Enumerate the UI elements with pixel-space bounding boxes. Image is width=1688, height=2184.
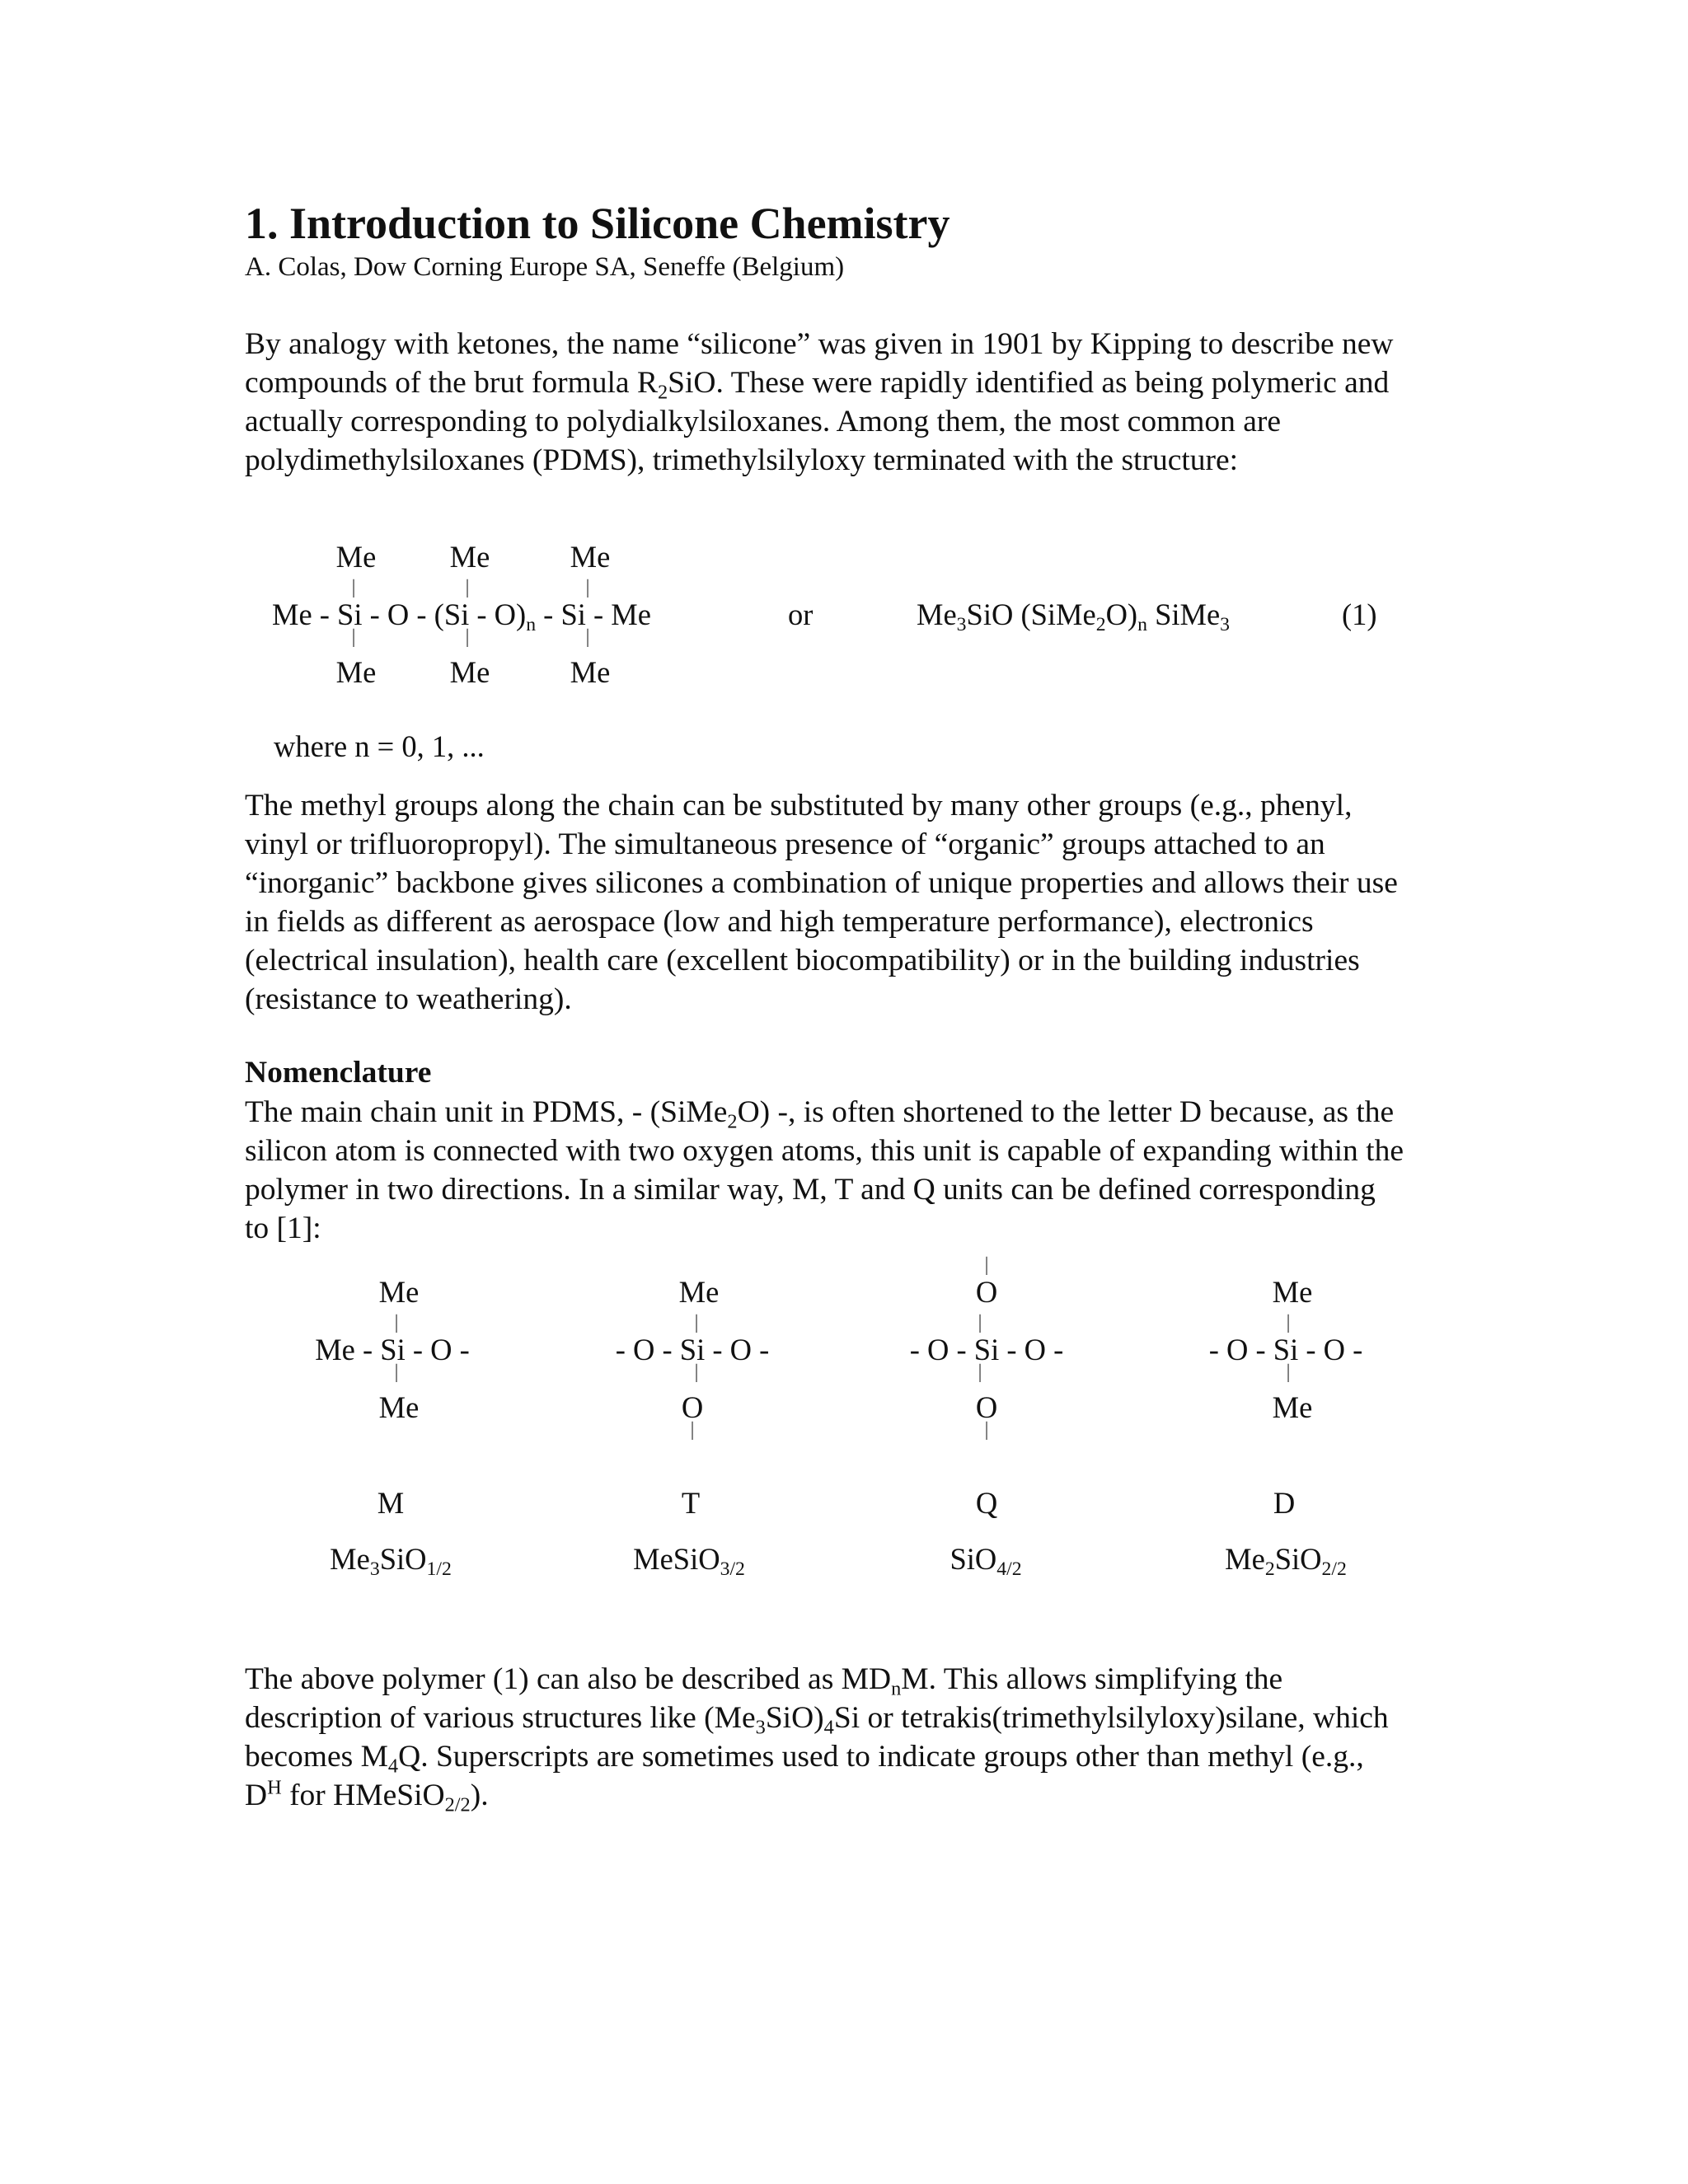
equation-number: (1) [1342,598,1377,631]
bond-line: | [984,1419,989,1441]
unit-q-middle: - O - Si - O - [909,1333,1064,1366]
structure-where: where n = 0, 1, ... [274,729,485,763]
nomenclature-line-2: silicon atom is connected with two oxygen atoms, this unit is capable of expanding within the [245,1134,1404,1168]
nomenclature-line-4: to [1]: [245,1212,321,1245]
unit-d-bottom: Me [1272,1390,1313,1424]
unit-d-top: Me [1272,1275,1313,1309]
structure-or: or [788,598,814,631]
unit-d-middle: - O - Si - O - [1208,1333,1363,1366]
bond-line: | [465,577,470,598]
bond-line: | [978,1361,982,1383]
md-notation-paragraph [245,1660,1432,1815]
unit-m-formula: $Me_3SiO_{1/2}$ [330,1542,452,1581]
structure-me-top-2: Me [449,540,490,574]
bond-line: | [984,1254,989,1276]
bond-line: | [351,577,356,598]
unit-q-formula: SiO$_{4/2}$ [950,1542,1022,1581]
page-title: 1. Introduction to Silicone Chemistry [245,199,950,248]
bond-line: | [351,626,356,648]
bond-line: | [465,626,470,648]
nomenclature-line-1: The main chain unit in PDMS, - (SiMe$_2$O) -, is often shortened to the letter D because, as the [245,1095,1395,1133]
bond-line: | [585,626,590,648]
unit-m-middle: Me - Si - O - [315,1333,470,1366]
unit-t-formula: MeSiO$_{3/2}$ [633,1542,745,1581]
nomenclature-line-3: polymer in two directions. In a similar way, M, T and Q units can be defined corresponding [245,1173,1376,1207]
bond-line: | [1286,1361,1291,1383]
unit-d-letter: D [1273,1486,1296,1520]
unit-m-bottom: Me [378,1390,420,1424]
para2-line-1: The methyl groups along the chain can be substituted by many other groups (e.g., phenyl, [245,789,1353,823]
structure-chain: Me - Si - O - $(Si - O)_n$ - Si - Me [272,598,651,636]
para2-line-2: vinyl or trifluoropropyl). The simultaneous presence of “organic” groups attached to an [245,827,1325,861]
bond-line: | [978,1312,982,1333]
para2-line-3: “inorganic” backbone gives silicones a combination of unique properties and allows their use [245,866,1398,900]
structure-me-bottom-1: Me [335,655,377,689]
para3-line-4: $D^H$ for HMeSiO$_{2/2}$). [245,1776,489,1816]
intro-line-3: actually corresponding to polydialkylsiloxanes. Among them, the most common are [245,405,1282,438]
intro-paragraph [245,325,1432,480]
unit-t-letter: T [681,1486,701,1520]
bond-line: | [394,1361,399,1383]
unit-q-letter: Q [975,1486,998,1520]
para3-line-3: becomes $M_4Q$. Superscripts are sometimes used to indicate groups other than methyl (e.g., [245,1740,1364,1778]
bond-line: | [394,1312,399,1333]
bond-line: | [694,1361,699,1383]
bond-line: | [694,1312,699,1333]
structure-condensed-formula: $Me_3SiO$ $(SiMe_2O)_n$ SiMe$_3$ [917,598,1231,636]
intro-line-1: By analogy with ketones, the name “silicone” was given in 1901 by Kipping to describe new [245,327,1394,361]
nomenclature-paragraph [245,1093,1432,1248]
intro-line-2: compounds of the brut formula $R_2SiO$. These were rapidly identified as being polymeric and [245,366,1390,404]
intro-line-4: polydimethylsiloxanes (PDMS), trimethylsilyloxy terminated with the structure: [245,443,1239,477]
substitution-paragraph [245,786,1432,1019]
unit-t-middle: - O - Si - O - [615,1333,770,1366]
bond-line: | [1286,1312,1291,1333]
para2-line-4: in fields as different as aerospace (low and high temperature performance), electronics [245,905,1314,939]
unit-t-bottom: O [681,1390,704,1424]
unit-t-top: Me [678,1275,720,1309]
bond-line: | [690,1419,695,1441]
structure-me-bottom-2: Me [449,655,490,689]
unit-d-formula: $Me_2SiO_{2/2}$ [1225,1542,1347,1581]
unit-m-top: Me [378,1275,420,1309]
para3-line-2: description of various structures like $(Me_3SiO)_4Si$ or tetrakis(trimethylsilyloxy)silane, which [245,1701,1389,1739]
unit-m-letter: M [377,1486,405,1520]
structure-me-bottom-3: Me [570,655,611,689]
para2-line-6: (resistance to weathering). [245,982,572,1016]
author-line: A. Colas, Dow Corning Europe SA, Seneffe (Belgium) [245,252,845,282]
structure-me-top-3: Me [570,540,611,574]
para2-line-5: (electrical insulation), health care (excellent biocompatibility) or in the building industries [245,944,1360,977]
unit-q-top: O [975,1275,998,1309]
structure-me-top-1: Me [335,540,377,574]
para3-line-1: The above polymer (1) can also be described as $MD_nM$. This allows simplifying the [245,1662,1283,1700]
unit-q-bottom: O [975,1390,998,1424]
nomenclature-heading: Nomenclature [245,1056,432,1090]
bond-line: | [585,577,590,598]
